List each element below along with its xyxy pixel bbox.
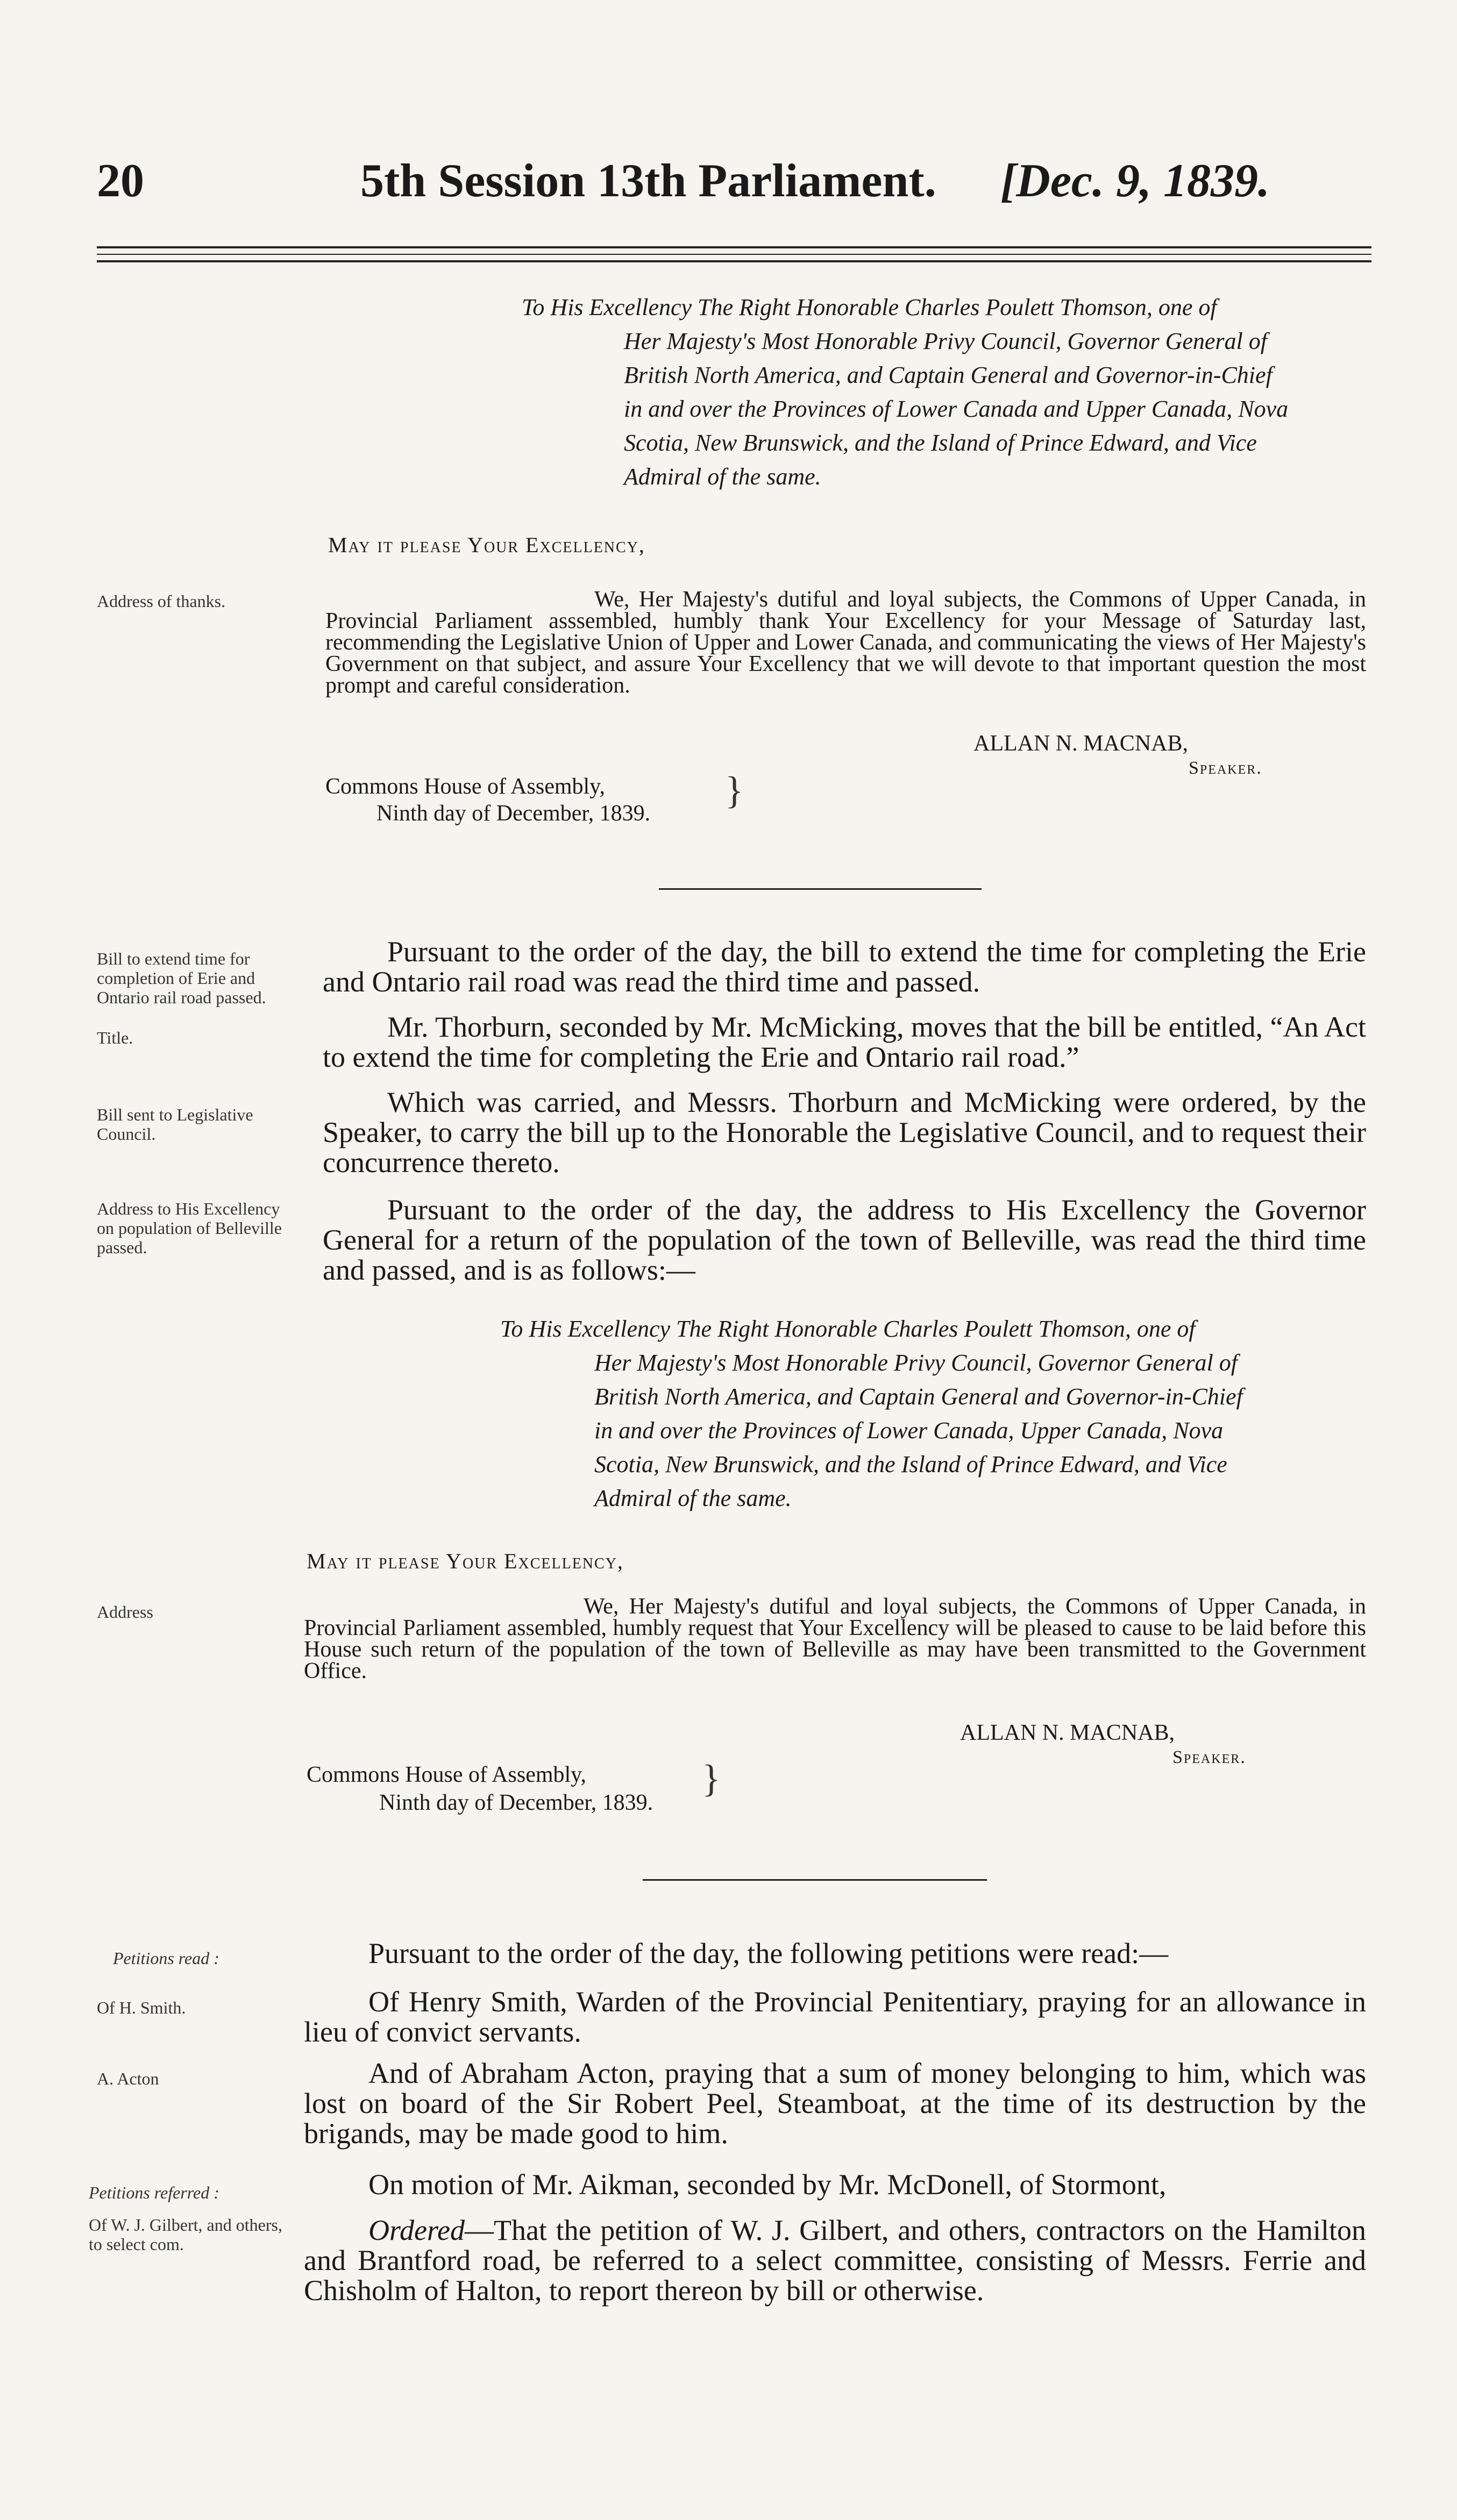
margin-note-address: Address [97,1602,153,1622]
address1-text: We, Her Majesty's dutiful and loyal subjects, the Commons of Upper Canada, in Provincial Parliament asssembled, humbly thank Your Excellency for your Message of Saturday last, recommending the Legislative Union of Upper and Lower Canada, and communicating the views of Her Majesty's Government on that subject, and assure Your Excellency that we will devote to that important question the most prompt and careful consideration. [325,587,1366,698]
address1-day: Ninth day of December, 1839. [376,801,651,826]
address2-line: Her Majesty's Most Honorable Privy Council, Governor General of [594,1350,1238,1376]
margin-note-bill-sent: Bill sent to Legislative Council. [97,1105,253,1144]
address2-line: Admiral of the same. [594,1485,792,1511]
margin-note-erie-bill: Bill to extend time for completion of Erie and Ontario rail road passed. [97,949,266,1007]
margin-note-belleville-address: Address to His Excellency on population of Belleville passed. [97,1199,282,1257]
proceeding-title-motion: Mr. Thorburn, seconded by Mr. McMicking, moves that the bill be entitled, “An Act to extend the time for completing the Erie and Ontario rail road.” [323,1011,1366,1073]
header-rule-mid [97,254,1371,255]
address1-place: Commons House of Assembly, [325,774,605,799]
proceeding-belleville-address: Pursuant to the order of the day, the address to His Excellency the Governor General for a return of the population of the town of Belleville, was read the third time and passed, and is as follows:— [323,1194,1366,1286]
proceeding-bill-sent: Which was carried, and Messrs. Thorburn and McMicking were ordered, by the Speaker, to carry the bill up to the Honorable the Legislative Council, and to request their concurrence thereto. [323,1086,1366,1179]
address1-line: British North America, and Captain General and Governor-in-Chief [624,362,1273,388]
ordered-text: —That the petition of W. J. Gilbert, and others, contractors on the Hamilton and Brantford road, be referred to a select committee, consisting of Messrs. Ferrie and Chisholm of Halton, to report thereon by bill or otherwise. [304,2214,1366,2307]
petition-acton-text: And of Abraham Acton, praying that a sum of money belonging to him, which was lost on board of the Sir Robert Peel, Steamboat, at the time of its destruction by the brigands, may be made good to him. [304,2057,1366,2150]
address2-brace-icon: } [702,1757,721,1800]
address1-line: Her Majesty's Most Honorable Privy Council, Governor General of [624,328,1267,354]
address2-line: in and over the Provinces of Lower Canada, Upper Canada, Nova [594,1417,1224,1444]
address2-heading [500,1312,1369,1515]
address2-line: British North America, and Captain General and Governor-in-Chief [594,1383,1243,1410]
address1-brace-icon: } [725,769,744,812]
header-rule-bottom [97,260,1371,262]
address1-line: To His Excellency The Right Honorable Charles Poulett Thomson, one of [522,294,1217,320]
margin-note-petitions-read: Petitions read : [113,1948,219,1968]
section-separator [643,1879,987,1881]
section-separator [659,888,982,890]
address1-line: Admiral of the same. [624,463,821,490]
header-rule-top [97,246,1371,248]
address2-text: We, Her Majesty's dutiful and loyal subjects, the Commons of Upper Canada, in Provincial Parliament assembled, humbly request that Your Excellency will be pleased to cause to be laid before this House such return of the population of the town of Belleville as may have been transmitted to the Government Office. [304,1594,1366,1683]
petition-smith-text: Of Henry Smith, Warden of the Provincial Penitentiary, praying for an allowance in lieu of convict servants. [304,1986,1366,2048]
address1-salutation: May it please Your Excellency, [328,533,645,557]
ordered-label: Ordered [368,2214,465,2246]
address1-heading [522,290,1371,494]
proceeding-erie-bill: Pursuant to the order of the day, the bill to extend the time for completing the Erie and Ontario rail road was read the third time and passed. [323,936,1366,998]
margin-note-smith: Of H. Smith. [97,1998,186,2017]
margin-note-acton: A. Acton [97,2069,159,2088]
address1-signer-title: Speaker. [1189,758,1262,778]
margin-note-gilbert: Of W. J. Gilbert, and others, to select com. [89,2215,282,2254]
petitions-motion-text: On motion of Mr. Aikman, seconded by Mr. McDonell, of Stormont, [368,2168,1167,2201]
address2-line: To His Excellency The Right Honorable Charles Poulett Thomson, one of [500,1316,1196,1342]
page-date: [Dec. 9, 1839. [1000,155,1270,207]
margin-note-petitions-referred: Petitions referred : [89,2183,219,2202]
address2-salutation: May it please Your Excellency, [307,1549,624,1573]
margin-note-address-of-thanks: Address of thanks. [97,591,226,611]
petition-gilbert-ordered [304,2215,1366,2305]
address2-signer-title: Speaker. [1172,1747,1246,1767]
address1-line: in and over the Provinces of Lower Canada and Upper Canada, Nova [624,396,1289,422]
address2-line: Scotia, New Brunswick, and the Island of Prince Edward, and Vice [594,1451,1227,1477]
page-title: 5th Session 13th Parliament. [360,155,936,207]
petitions-read-text: Pursuant to the order of the day, the following petitions were read:— [368,1937,1169,1969]
address2-signer: ALLAN N. MACNAB, [960,1721,1175,1745]
address2-day: Ninth day of December, 1839. [379,1790,653,1815]
address1-line: Scotia, New Brunswick, and the Island of Prince Edward, and Vice [624,430,1257,456]
address2-place: Commons House of Assembly, [307,1762,586,1787]
margin-note-title: Title. [97,1028,133,1047]
address1-signer: ALLAN N. MACNAB, [973,731,1188,756]
page-number: 20 [97,155,144,207]
